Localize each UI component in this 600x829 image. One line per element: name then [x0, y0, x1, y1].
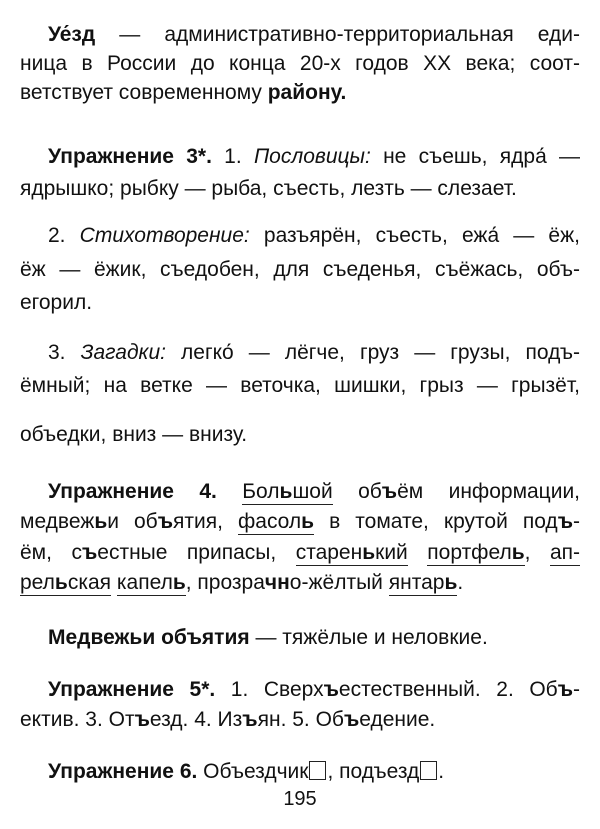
text-line: [48, 677, 580, 703]
text-segment: 1.: [211, 145, 254, 168]
italic-text: Стихотворение:: [79, 224, 250, 247]
text-segment: ядрышко; рыбку — рыба, съесть, лезть — слезает.: [20, 177, 517, 200]
bold-text: ь: [54, 571, 68, 594]
bold-text: ъ: [134, 708, 150, 731]
text-segment: егорил.: [20, 291, 93, 314]
bold-text: ь: [301, 510, 315, 533]
text-segment: ян. 5. Об: [257, 708, 344, 731]
bold-text: ь: [94, 510, 108, 533]
text-line: [20, 373, 580, 399]
text-segment: [217, 480, 242, 503]
bold-text: ь: [172, 571, 186, 594]
bold-text: ъ: [381, 480, 398, 503]
text-segment: об: [332, 480, 382, 503]
page-number: 195: [283, 788, 317, 810]
text-segment: ём информации,: [397, 480, 581, 503]
text-segment: шой: [292, 480, 333, 503]
text-line: [20, 51, 580, 77]
text-segment: портфел: [427, 541, 512, 564]
text-line: [20, 570, 580, 596]
text-segment: капел: [116, 571, 173, 594]
italic-text: Загадки:: [80, 341, 166, 364]
bold-text: ь: [511, 541, 525, 564]
text-segment: — тяжёлые и неловкие.: [249, 626, 488, 649]
text-segment: в томате, крутой под: [314, 510, 558, 533]
text-segment: 1. Сверх: [215, 678, 324, 701]
bold-text: ь: [279, 480, 293, 503]
text-line: [20, 80, 580, 106]
text-segment: езд. 4. Из: [149, 708, 243, 731]
bold-text: району.: [267, 81, 347, 104]
bold-text: ъ: [323, 678, 339, 701]
italic-text: Пословицы:: [253, 145, 371, 168]
bold-text: Медвежьи объятия: [48, 626, 250, 649]
bold-text: ь: [362, 541, 376, 564]
text-segment: [111, 571, 117, 594]
text-segment: едение.: [359, 708, 436, 731]
bold-text: Упражнение 4.: [48, 480, 217, 503]
text-segment: естные припасы,: [97, 541, 296, 564]
bold-text: ъ: [81, 541, 98, 564]
bold-text: ъ: [157, 510, 174, 533]
bold-text: Упражнение 3*.: [48, 145, 212, 168]
text-segment: .: [457, 571, 464, 594]
text-segment: фасол: [237, 510, 302, 533]
text-segment: .: [438, 760, 445, 783]
text-segment: [408, 541, 428, 564]
text-line: [48, 22, 580, 48]
bold-text: ъ: [557, 510, 574, 533]
text-segment: рел: [20, 571, 55, 594]
text-line: [20, 509, 580, 535]
text-segment: Бол: [242, 480, 280, 503]
text-segment: ёмный; на ветке — веточка, шишки, грыз — грызёт,: [20, 374, 580, 397]
text-segment: ветствует современному: [20, 81, 268, 104]
text-segment: ём, с: [20, 541, 82, 564]
text-segment: 3.: [48, 341, 81, 364]
text-line: [48, 144, 580, 170]
bold-text: ъ: [242, 708, 258, 731]
text-segment: ятия,: [173, 510, 238, 533]
text-segment: ница в России до конца 20-х годов XX века; соот-: [20, 52, 580, 75]
text-line: [48, 340, 580, 366]
text-segment: о-жёлтый: [289, 571, 389, 594]
text-segment: -: [573, 510, 581, 533]
text-line: [20, 540, 580, 566]
bold-text: Уе́зд: [48, 23, 96, 46]
bold-text: ъ: [557, 678, 574, 701]
bold-text: ъ: [343, 708, 360, 731]
text-segment: ектив. 3. От: [20, 708, 135, 731]
text-segment: легко́ — лёгче, груз — грузы, подъ-: [165, 341, 580, 364]
text-segment: кий: [375, 541, 408, 564]
text-segment: ская: [67, 571, 112, 594]
text-segment: — административно-территориальная еди-: [95, 23, 580, 46]
text-line: [20, 707, 580, 733]
text-segment: Объездчик: [197, 760, 309, 783]
text-segment: старен: [295, 541, 363, 564]
text-line: [20, 422, 580, 448]
bold-text: чн: [264, 571, 290, 594]
text-line: [48, 479, 580, 505]
text-segment: медвеж: [20, 510, 95, 533]
ending-box-icon: [309, 761, 326, 780]
text-line: [48, 625, 580, 651]
text-segment: , подъезд: [327, 760, 420, 783]
ending-box-icon: [420, 761, 437, 780]
bold-text: Упражнение 6.: [48, 760, 198, 783]
bold-text: ь: [444, 571, 458, 594]
text-line: [20, 257, 580, 283]
text-segment: янтар: [388, 571, 445, 594]
text-segment: ёж — ёжик, съедобен, для съеденья, съёжась, объ-: [20, 258, 580, 281]
text-segment: не съешь, ядра́ —: [370, 145, 581, 168]
text-segment: естественный. 2. Об: [338, 678, 558, 701]
bold-text: Упражнение 5*.: [48, 678, 216, 701]
text-segment: ап-: [549, 541, 580, 564]
text-segment: разъярён, съесть, ежа́ — ёж,: [249, 224, 580, 247]
text-line: [20, 290, 580, 316]
text-segment: -: [573, 678, 581, 701]
text-segment: 2.: [48, 224, 80, 247]
text-segment: , прозра: [185, 571, 265, 594]
text-line: [20, 176, 580, 202]
text-segment: и об: [107, 510, 158, 533]
text-segment: объедки, вниз — внизу.: [20, 423, 248, 446]
text-segment: ,: [524, 541, 550, 564]
text-line: [48, 223, 580, 249]
text-line: [48, 759, 580, 785]
